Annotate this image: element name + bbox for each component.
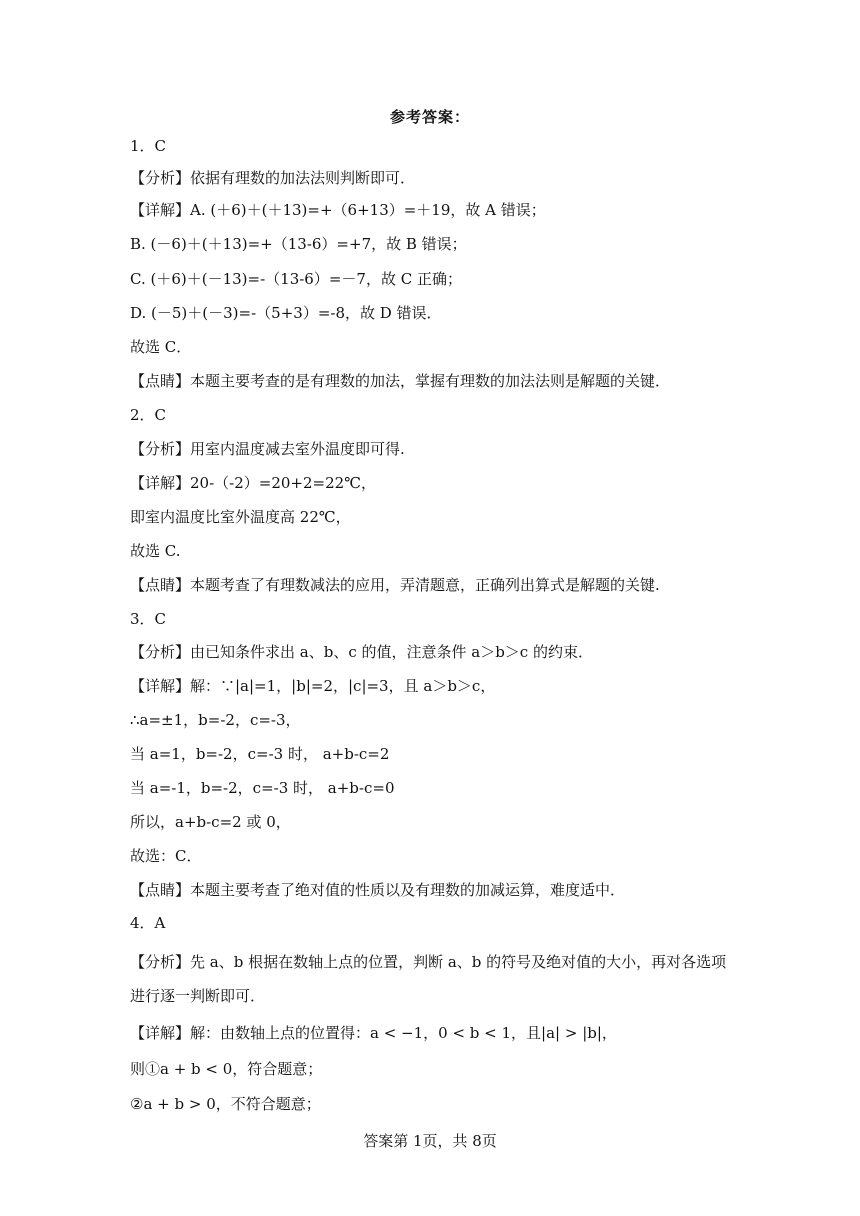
q3-number: 3．C <box>130 610 167 628</box>
q3-line4: 当 a=-1，b=-2，c=-3 时， a+b-c=0 <box>130 779 395 797</box>
page-footer: 答案第 1页，共 8页 <box>363 1132 497 1150</box>
q1-comment: 【点睛】本题主要考查的是有理数的加法，掌握有理数的加法法则是解题的关键． <box>130 372 671 390</box>
q3-line2: ∴a=±1，b=-2，c=-3， <box>130 711 301 729</box>
q1-detail-d: D. (－5)＋(－3)=-（5+3）=-8，故 D 错误． <box>130 304 442 322</box>
q3-line5: 所以，a+b-c=2 或 0， <box>130 813 291 831</box>
q4-number: 4．A <box>130 914 166 932</box>
q2-choose: 故选 C. <box>130 542 181 560</box>
page-title: 参考答案： <box>389 108 470 126</box>
q4-line2: 则①a + b < 0，符合题意； <box>130 1060 323 1078</box>
q3-choose: 故选：C． <box>130 847 202 865</box>
q4-analysis: 【分析】先 a、b 根据在数轴上点的位置，判断 a、b 的符号及绝对值的大小，再对各选项进行逐一判断即可． <box>130 953 727 1005</box>
q3-analysis: 【分析】由已知条件求出 a、b、c 的值，注意条件 a＞b＞c 的约束． <box>130 643 593 661</box>
q2-detail: 【详解】20-（-2）=20+2=22℃， <box>130 474 376 492</box>
q2-line2: 即室内温度比室外温度高 22℃， <box>130 508 351 526</box>
q1-number: 1．C <box>130 137 167 155</box>
q1-choose: 故选 C． <box>130 338 192 356</box>
q1-analysis: 【分析】依据有理数的加法法则判断即可． <box>130 169 416 187</box>
q3-detail: 【详解】解：∵|a|=1，|b|=2，|c|=3，且 a＞b＞c， <box>130 677 496 695</box>
q4-line3: ②a + b > 0，不符合题意； <box>130 1095 321 1113</box>
q3-comment: 【点睛】本题主要考查了绝对值的性质以及有理数的加减运算，难度适中． <box>130 881 626 899</box>
q1-detail-a: 【详解】A. (＋6)＋(＋13)=+（6+13）=＋19，故 A 错误； <box>130 201 546 219</box>
q4-detail: 【详解】解：由数轴上点的位置得：a < −1，0 < b < 1，且|a| > |b|， <box>130 1024 617 1042</box>
q1-detail-b: B. (－6)＋(＋13)=+（13-6）=+7，故 B 错误； <box>130 235 467 253</box>
q2-comment: 【点睛】本题考查了有理数减法的应用，弄清题意，正确列出算式是解题的关键. <box>130 576 660 594</box>
q1-detail-c: C. (＋6)＋(－13)=-（13-6）=－7，故 C 正确； <box>130 270 462 288</box>
q3-line3: 当 a=1，b=-2，c=-3 时， a+b-c=2 <box>130 745 390 763</box>
q2-analysis: 【分析】用室内温度减去室外温度即可得. <box>130 440 405 458</box>
q2-number: 2．C <box>130 406 167 424</box>
